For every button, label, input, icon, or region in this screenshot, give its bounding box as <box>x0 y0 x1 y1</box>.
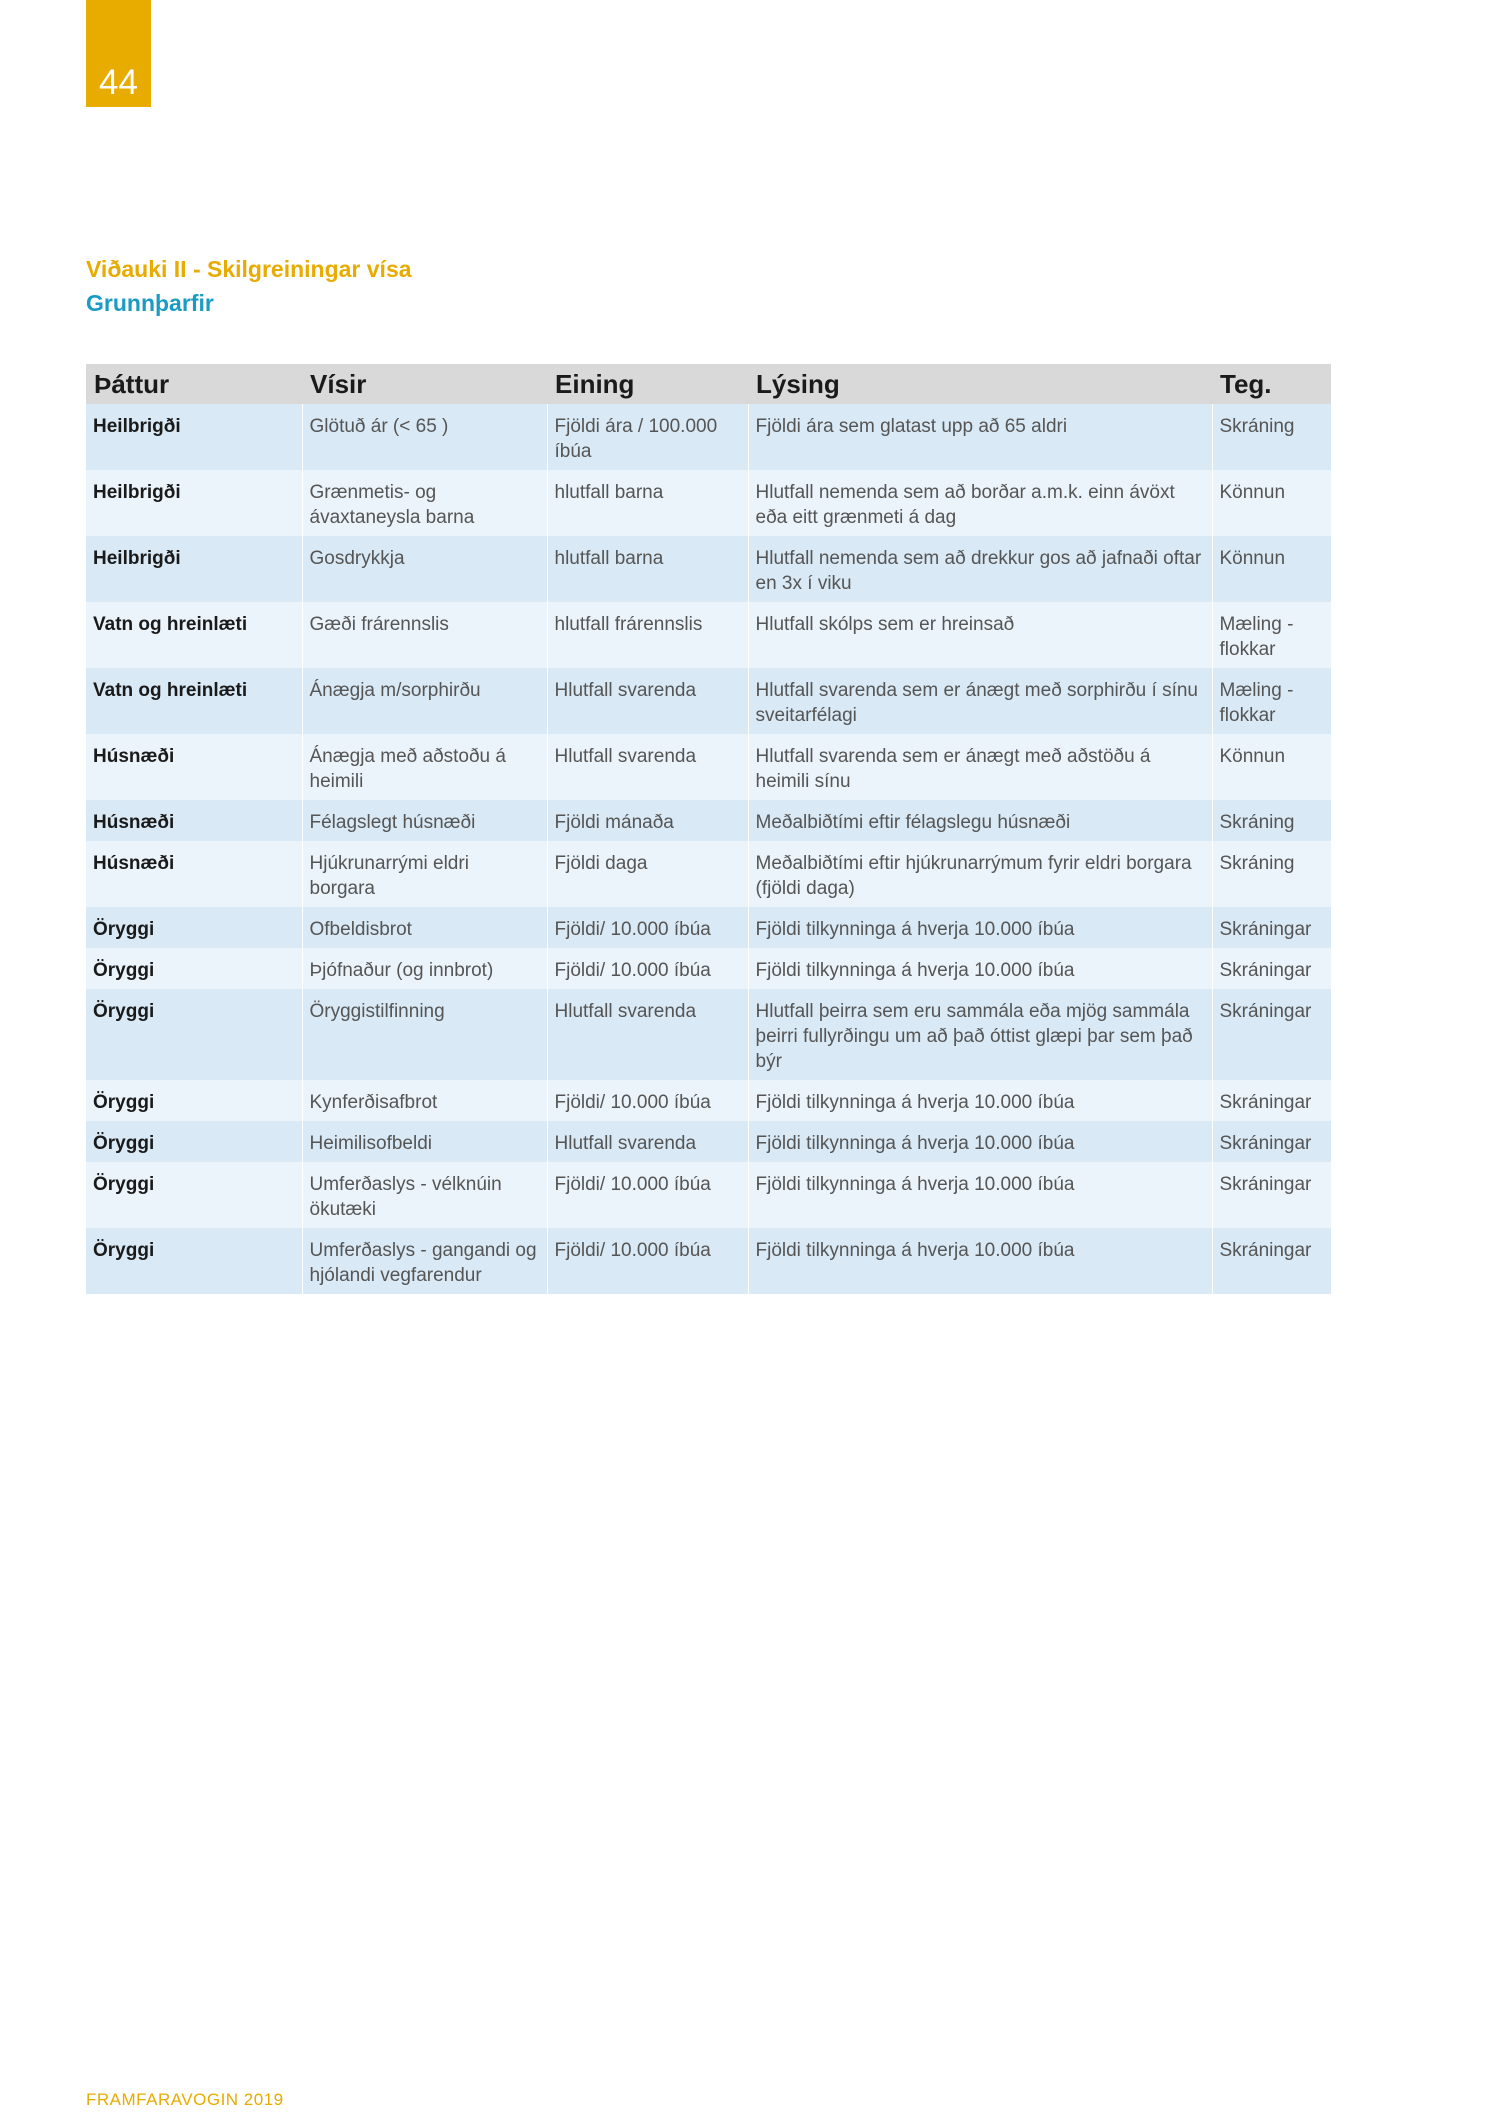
indicator-cell: Grænmetis- og ávaxtaneysla barna <box>302 470 547 536</box>
table-row <box>86 841 1331 907</box>
indicator-cell: Glötuð ár (< 65 ) <box>302 404 547 470</box>
description-cell: Fjöldi tilkynninga á hverja 10.000 íbúa <box>748 948 1212 989</box>
table-row <box>86 800 1331 841</box>
unit-cell: Hlutfall svarenda <box>547 989 748 1080</box>
indicator-cell: Ofbeldisbrot <box>302 907 547 948</box>
unit-cell: Fjöldi/ 10.000 íbúa <box>547 948 748 989</box>
page-number-box <box>86 0 151 107</box>
description-cell: Meðalbiðtími eftir hjúkrunarrýmum fyrir eldri borgara (fjöldi daga) <box>748 841 1212 907</box>
header-type: Teg. <box>1212 364 1331 404</box>
indicator-cell: Kynferðisafbrot <box>302 1080 547 1121</box>
factor-cell: Öryggi <box>86 1080 302 1121</box>
table-row <box>86 907 1331 948</box>
indicator-cell: Gosdrykkja <box>302 536 547 602</box>
table-row <box>86 1162 1331 1228</box>
type-cell: Skráningar <box>1212 1080 1331 1121</box>
factor-cell: Vatn og hreinlæti <box>86 602 302 668</box>
type-cell: Skráning <box>1212 404 1331 470</box>
type-cell: Skráningar <box>1212 948 1331 989</box>
factor-cell: Húsnæði <box>86 800 302 841</box>
description-cell: Fjöldi tilkynninga á hverja 10.000 íbúa <box>748 907 1212 948</box>
factor-cell: Öryggi <box>86 948 302 989</box>
section-subtitle: Grunnþarfir <box>86 290 214 316</box>
factor-cell: Öryggi <box>86 1162 302 1228</box>
factor-cell: Heilbrigði <box>86 536 302 602</box>
factor-cell: Vatn og hreinlæti <box>86 668 302 734</box>
unit-cell: Hlutfall svarenda <box>547 734 748 800</box>
page-number: 44 <box>99 63 138 102</box>
header-unit: Eining <box>547 364 748 404</box>
unit-cell: Fjöldi/ 10.000 íbúa <box>547 1228 748 1294</box>
unit-cell: Fjöldi/ 10.000 íbúa <box>547 907 748 948</box>
factor-cell: Öryggi <box>86 989 302 1080</box>
header-factor: Þáttur <box>86 364 302 404</box>
description-cell: Hlutfall svarenda sem er ánægt með aðstöðu á heimili sínu <box>748 734 1212 800</box>
type-cell: Skráningar <box>1212 989 1331 1080</box>
unit-cell: Fjöldi mánaða <box>547 800 748 841</box>
table-row <box>86 1228 1331 1294</box>
factor-cell: Húsnæði <box>86 841 302 907</box>
table-row <box>86 602 1331 668</box>
type-cell: Skráning <box>1212 800 1331 841</box>
description-cell: Fjöldi tilkynninga á hverja 10.000 íbúa <box>748 1162 1212 1228</box>
table-row <box>86 948 1331 989</box>
unit-cell: Hlutfall svarenda <box>547 1121 748 1162</box>
unit-cell: Fjöldi ára / 100.000 íbúa <box>547 404 748 470</box>
unit-cell: hlutfall frárennslis <box>547 602 748 668</box>
type-cell: Skráningar <box>1212 1121 1331 1162</box>
indicator-cell: Umferðaslys - vélknúin ökutæki <box>302 1162 547 1228</box>
factor-cell: Húsnæði <box>86 734 302 800</box>
table-row <box>86 536 1331 602</box>
type-cell: Skráningar <box>1212 1162 1331 1228</box>
unit-cell: Fjöldi/ 10.000 íbúa <box>547 1162 748 1228</box>
unit-cell: Hlutfall svarenda <box>547 668 748 734</box>
table-header-row <box>86 364 1331 404</box>
header-description: Lýsing <box>748 364 1212 404</box>
description-cell: Meðalbiðtími eftir félagslegu húsnæði <box>748 800 1212 841</box>
type-cell: Könnun <box>1212 536 1331 602</box>
type-cell: Skráningar <box>1212 1228 1331 1294</box>
table-row <box>86 404 1331 470</box>
indicator-cell: Hjúkrunarrými eldri borgara <box>302 841 547 907</box>
indicator-cell: Ánægja með aðstoðu á heimili <box>302 734 547 800</box>
unit-cell: Fjöldi daga <box>547 841 748 907</box>
table-row <box>86 470 1331 536</box>
description-cell: Hlutfall svarenda sem er ánægt með sorphirðu í sínu sveitarfélagi <box>748 668 1212 734</box>
type-cell: Skráningar <box>1212 907 1331 948</box>
table-row <box>86 989 1331 1080</box>
footer-publication: FRAMFARAVOGIN 2019 <box>86 2090 284 2109</box>
type-cell: Mæling - flokkar <box>1212 668 1331 734</box>
description-cell: Hlutfall nemenda sem að borðar a.m.k. einn ávöxt eða eitt grænmeti á dag <box>748 470 1212 536</box>
description-cell: Hlutfall þeirra sem eru sammála eða mjög sammála þeirri fullyrðingu um að það óttist glæpi þar sem það býr <box>748 989 1212 1080</box>
factor-cell: Öryggi <box>86 1121 302 1162</box>
unit-cell: hlutfall barna <box>547 470 748 536</box>
table-row <box>86 1080 1331 1121</box>
description-cell: Fjöldi tilkynninga á hverja 10.000 íbúa <box>748 1121 1212 1162</box>
indicator-cell: Umferðaslys - gangandi og hjólandi vegfarendur <box>302 1228 547 1294</box>
unit-cell: hlutfall barna <box>547 536 748 602</box>
factor-cell: Öryggi <box>86 907 302 948</box>
table-row <box>86 1121 1331 1162</box>
indicator-cell: Gæði frárennslis <box>302 602 547 668</box>
description-cell: Fjöldi tilkynninga á hverja 10.000 íbúa <box>748 1228 1212 1294</box>
type-cell: Könnun <box>1212 734 1331 800</box>
type-cell: Skráning <box>1212 841 1331 907</box>
indicator-cell: Ánægja m/sorphirðu <box>302 668 547 734</box>
type-cell: Könnun <box>1212 470 1331 536</box>
indicator-cell: Heimilisofbeldi <box>302 1121 547 1162</box>
factor-cell: Öryggi <box>86 1228 302 1294</box>
indicator-cell: Félagslegt húsnæði <box>302 800 547 841</box>
table-body <box>86 404 1331 1294</box>
description-cell: Hlutfall nemenda sem að drekkur gos að jafnaði oftar en 3x í viku <box>748 536 1212 602</box>
indicator-cell: Öryggistilfinning <box>302 989 547 1080</box>
header-indicator: Vísir <box>302 364 547 404</box>
indicator-cell: Þjófnaður (og innbrot) <box>302 948 547 989</box>
unit-cell: Fjöldi/ 10.000 íbúa <box>547 1080 748 1121</box>
appendix-title: Viðauki II - Skilgreiningar vísa <box>86 256 412 282</box>
factor-cell: Heilbrigði <box>86 470 302 536</box>
description-cell: Fjöldi ára sem glatast upp að 65 aldri <box>748 404 1212 470</box>
indicator-definitions-table <box>86 364 1331 1294</box>
type-cell: Mæling - flokkar <box>1212 602 1331 668</box>
table-row <box>86 734 1331 800</box>
factor-cell: Heilbrigði <box>86 404 302 470</box>
table-row <box>86 668 1331 734</box>
description-cell: Hlutfall skólps sem er hreinsað <box>748 602 1212 668</box>
description-cell: Fjöldi tilkynninga á hverja 10.000 íbúa <box>748 1080 1212 1121</box>
